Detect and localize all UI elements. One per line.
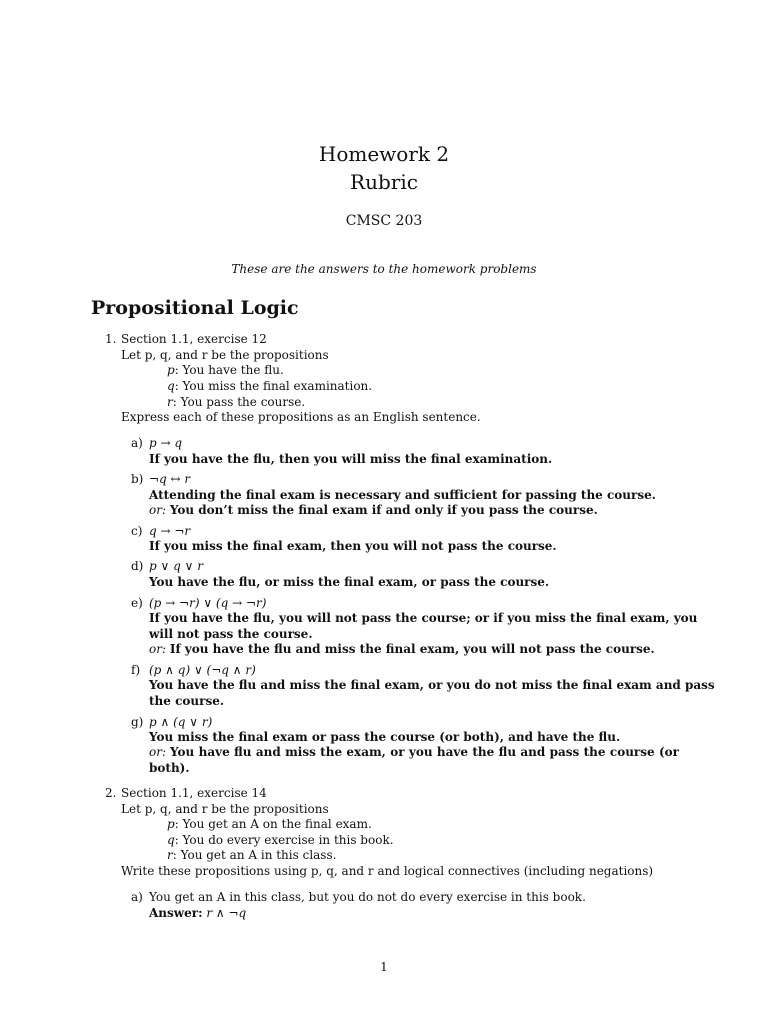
part-answer: You have the flu, or miss the final exam, or pass the course. xyxy=(149,575,550,589)
part-alternate-answer: or: You don’t miss the final exam if and only if you pass the course. xyxy=(149,503,598,517)
part-alternate-answer: or: If you have the flu and miss the final exam, you will not pass the course. xyxy=(149,642,655,656)
problem-heading: Section 1.1, exercise 12 xyxy=(121,332,267,346)
part-answer: If you have the flu, you will not pass the course; or if you miss the final exam, you xyxy=(149,611,698,625)
part-formula: ¬q ↔ r xyxy=(149,472,191,486)
problem-instruction: Express each of these propositions as an English sentence. xyxy=(121,410,481,424)
part-answer: If you have the flu, then you will miss the final examination. xyxy=(149,452,553,466)
part-label: c) xyxy=(131,524,143,538)
part-question: You get an A in this class, but you do not do every exercise in this book. xyxy=(149,890,586,904)
part-label: g) xyxy=(131,715,144,729)
part-label: f) xyxy=(131,663,141,677)
part-answer: You miss the final exam or pass the course (or both), and have the flu. xyxy=(149,730,621,744)
document-description: These are the answers to the homework problems xyxy=(231,262,537,276)
part-formula: p ∧ (q ∨ r) xyxy=(149,715,213,729)
problem-number: 1. xyxy=(105,332,117,346)
part-answer: will not pass the course. xyxy=(149,627,313,641)
part-answer: Answer: r ∧ ¬q xyxy=(149,906,247,920)
course-code: CMSC 203 xyxy=(345,213,423,229)
part-formula: (p → ¬r) ∨ (q → ¬r) xyxy=(149,596,267,610)
part-label: b) xyxy=(131,472,144,486)
proposition-p: p: You have the flu. xyxy=(167,363,284,377)
part-formula: (p ∧ q) ∨ (¬q ∧ r) xyxy=(149,663,256,677)
problem-heading: Section 1.1, exercise 14 xyxy=(121,786,267,800)
part-formula: p ∨ q ∨ r xyxy=(149,559,203,573)
problem-instruction: Write these propositions using p, q, and r and logical connectives (including negations) xyxy=(121,864,654,878)
problem-number: 2. xyxy=(105,786,117,800)
part-answer: You have the flu and miss the final exam, or you do not miss the final exam and pass xyxy=(149,678,715,692)
proposition-r: r: You get an A in this class. xyxy=(167,848,337,862)
part-formula: p → q xyxy=(149,436,183,450)
page-number: 1 xyxy=(380,960,388,974)
proposition-p: p: You get an A on the final exam. xyxy=(167,817,372,831)
section-title: Propositional Logic xyxy=(91,297,299,319)
part-label: e) xyxy=(131,596,143,610)
proposition-r: r: You pass the course. xyxy=(167,395,306,409)
part-label: d) xyxy=(131,559,144,573)
document-title: Homework 2 xyxy=(318,142,450,166)
part-alternate-answer: or: You have flu and miss the exam, or you have the flu and pass the course (or xyxy=(149,745,679,759)
part-label: a) xyxy=(131,436,143,450)
part-label: a) xyxy=(131,890,143,904)
problem-intro: Let p, q, and r be the propositions xyxy=(121,802,329,816)
document-subtitle-rubric: Rubric xyxy=(350,170,418,194)
proposition-q: q: You do every exercise in this book. xyxy=(167,833,394,847)
part-formula: q → ¬r xyxy=(149,524,191,538)
part-alternate-answer-continued: both). xyxy=(149,761,190,775)
part-answer: If you miss the final exam, then you will not pass the course. xyxy=(149,539,557,553)
part-answer: the course. xyxy=(149,694,225,708)
problem-intro: Let p, q, and r be the propositions xyxy=(121,348,329,362)
part-answer: Attending the final exam is necessary and sufficient for passing the course. xyxy=(149,488,656,502)
proposition-q: q: You miss the final examination. xyxy=(167,379,373,393)
